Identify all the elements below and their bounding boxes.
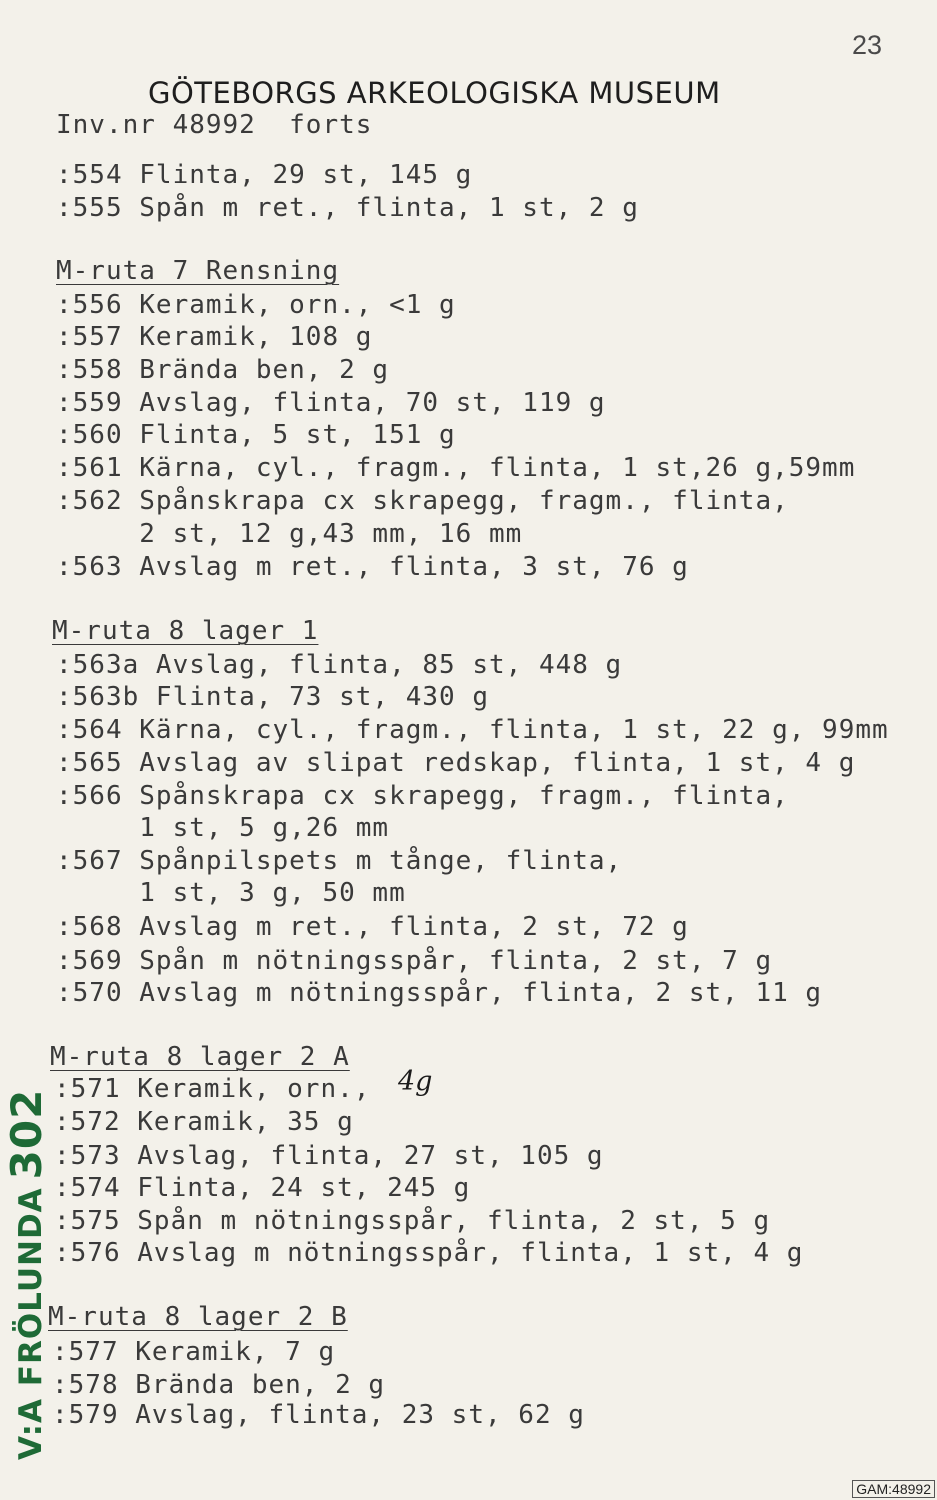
- entry-line: :562 Spånskrapa cx skrapegg, fragm., flinta,: [56, 486, 789, 516]
- entry-line: :578 Brända ben, 2 g: [52, 1370, 386, 1400]
- entry-line: 1 st, 3 g, 50 mm: [56, 878, 406, 908]
- entry-line: :575 Spån m nötningsspår, flinta, 2 st, 5 g: [54, 1206, 771, 1236]
- catalog-id: GAM:48992: [852, 1480, 935, 1498]
- entry-line: :560 Flinta, 5 st, 151 g: [56, 420, 456, 450]
- site-stamp: [2, 1089, 51, 1460]
- entry-line: :569 Spån m nötningsspår, flinta, 2 st, 7 g: [56, 946, 773, 976]
- stamp-number: 302: [2, 1088, 51, 1180]
- section-title: M-ruta 7 Rensning: [56, 256, 340, 286]
- entry-line: :574 Flinta, 24 st, 245 g: [54, 1173, 471, 1203]
- entry-line: :554 Flinta, 29 st, 145 g: [56, 160, 473, 190]
- entry-line: :558 Brända ben, 2 g: [56, 355, 390, 385]
- entry-line: :577 Keramik, 7 g: [52, 1337, 336, 1367]
- entry-line: :556 Keramik, orn., <1 g: [56, 290, 456, 320]
- entry-line: :573 Avslag, flinta, 27 st, 105 g: [54, 1141, 604, 1171]
- section-title: M-ruta 8 lager 2 A: [50, 1042, 350, 1072]
- entry-line: :576 Avslag m nötningsspår, flinta, 1 st, 4 g: [54, 1238, 804, 1268]
- entry-line: :563a Avslag, flinta, 85 st, 448 g: [56, 650, 623, 680]
- stamp-site: V:A FRÖLUNDA: [13, 1187, 49, 1460]
- page-number: 23: [852, 30, 883, 60]
- entry-line: 1 st, 5 g,26 mm: [56, 813, 390, 843]
- entry-line: :567 Spånpilspets m tånge, flinta,: [56, 846, 623, 876]
- entry-line: :564 Kärna, cyl., fragm., flinta, 1 st, 22 g, 99mm: [56, 715, 889, 745]
- entry-line: :568 Avslag m ret., flinta, 2 st, 72 g: [56, 912, 689, 942]
- entry-line: :572 Keramik, 35 g: [54, 1107, 354, 1137]
- entry-line: :555 Spån m ret., flinta, 1 st, 2 g: [56, 193, 639, 223]
- entry-line: :565 Avslag av slipat redskap, flinta, 1 st, 4 g: [56, 748, 856, 778]
- inventory-number: Inv.nr 48992 forts: [56, 110, 373, 140]
- entry-line: :566 Spånskrapa cx skrapegg, fragm., flinta,: [56, 781, 789, 811]
- entry-line: 2 st, 12 g,43 mm, 16 mm: [56, 519, 523, 549]
- entry-line: :579 Avslag, flinta, 23 st, 62 g: [52, 1400, 585, 1430]
- section-title: M-ruta 8 lager 2 B: [48, 1302, 348, 1332]
- museum-header: GÖTEBORGS ARKEOLOGISKA MUSEUM: [148, 76, 721, 110]
- entry-line: :557 Keramik, 108 g: [56, 322, 373, 352]
- handwritten-note: 4g: [398, 1066, 433, 1097]
- entry-line: :571 Keramik, orn.,: [54, 1074, 371, 1104]
- entry-line: :563 Avslag m ret., flinta, 3 st, 76 g: [56, 552, 689, 582]
- entry-line: :559 Avslag, flinta, 70 st, 119 g: [56, 388, 606, 418]
- entry-line: :563b Flinta, 73 st, 430 g: [56, 682, 489, 712]
- section-title: M-ruta 8 lager 1: [52, 616, 319, 646]
- entry-line: :570 Avslag m nötningsspår, flinta, 2 st, 11 g: [56, 978, 823, 1008]
- entry-line: :561 Kärna, cyl., fragm., flinta, 1 st,26 g,59mm: [56, 453, 856, 483]
